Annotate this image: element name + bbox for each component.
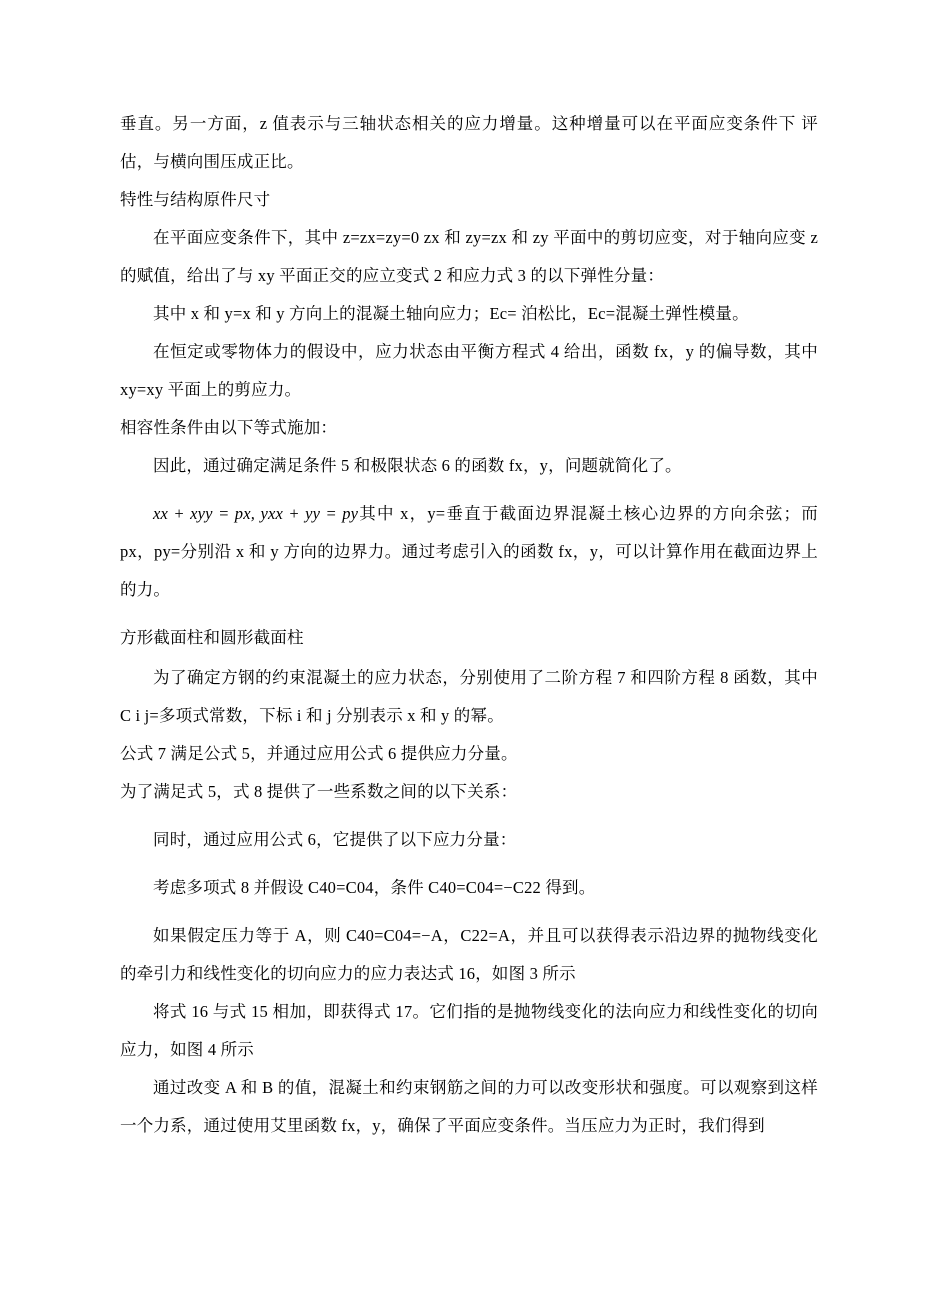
spacer [120,485,818,495]
paragraph-pressure-a: 如果假定压力等于 A，则 C40=C04=−A，C22=A，并且可以获得表示沿边界的抛物线变化的牵引力和线性变化的切向应力的应力表达式 16，如图 3 所示 [120,926,818,983]
paragraph-axial-stress: 其中 x 和 y=x 和 y 方向上的混凝土轴向应力；Ec= 泊松比，Ec=混凝土弹性模量。 [153,304,749,323]
spacer [120,859,818,869]
paragraph-formula7: 公式 7 满足公式 5，并通过应用公式 6 提供应力分量。 [120,744,518,763]
paragraph-add-16-15: 将式 16 与式 15 相加，即获得式 17。它们指的是抛物线变化的法向应力和线性变化的切向应力，如图 4 所示 [120,1002,818,1059]
paragraph-plane-strain: 在平面应变条件下，其中 z=zx=zy=0 zx 和 zy=zx 和 zy 平面中的剪切应变，对于轴向应变 z 的赋值，给出了与 xy 平面正交的应立变式 2 和应力式 3 的以下弹性分量： [120,228,818,285]
paragraph-formula-line-text: 其中 x，y=垂直于截面边界混凝土核心边界的方向余弦；而 px，py=分别沿 x 和 y 方向的边界力。通过考虑引入的函数 fx，y，可以计算作用在截面边界上的力。 [120,504,818,599]
paragraph-vertical-triaxial: 垂直。另一方面，z 值表示与三轴状态相关的应力增量。这种增量可以在平面应变条件下 评估，与横向围压成正比。 [120,114,818,171]
paragraph-formula-line [120,495,818,609]
heading-characteristics: 特性与结构原件尺寸 [120,190,271,209]
paragraph-formula6-apply: 同时，通过应用公式 6，它提供了以下应力分量： [153,830,517,849]
paragraph-vary-ab: 通过改变 A 和 B 的值，混凝土和约束钢筋之间的力可以改变形状和强度。可以观察到这样一个力系，通过使用艾里函数 fx，y，确保了平面应变条件。当压应力为正时，我们得到 [120,1078,818,1135]
spacer [120,609,818,619]
heading-square-circular: 方形截面柱和圆形截面柱 [120,628,304,647]
paragraph-compatibility: 相容性条件由以下等式施加： [120,418,338,437]
spacer [120,811,818,821]
document-body [120,105,818,1145]
paragraph-formula8: 为了满足式 5，式 8 提供了一些系数之间的以下关系： [120,782,518,801]
paragraph-confined-concrete: 为了确定方钢的约束混凝土的应力状态，分别使用了二阶方程 7 和四阶方程 8 函数，其中 C i j=多项式常数，下标 i 和 j 分别表示 x 和 y 的幂。 [120,668,818,725]
spacer [120,907,818,917]
paragraph-simplify: 因此，通过确定满足条件 5 和极限状态 6 的函数 fx，y，问题就简化了。 [153,456,682,475]
paragraph-equilibrium: 在恒定或零物体力的假设中，应力状态由平衡方程式 4 给出，函数 fx，y 的偏导数，其中 xy=xy 平面上的剪应力。 [120,342,818,399]
inline-formula: xx + xyy = px, yxx + yy = py [153,504,359,523]
paragraph-polynomial8: 考虑多项式 8 并假设 C40=C04，条件 C40=C04=−C22 得到。 [153,878,596,897]
